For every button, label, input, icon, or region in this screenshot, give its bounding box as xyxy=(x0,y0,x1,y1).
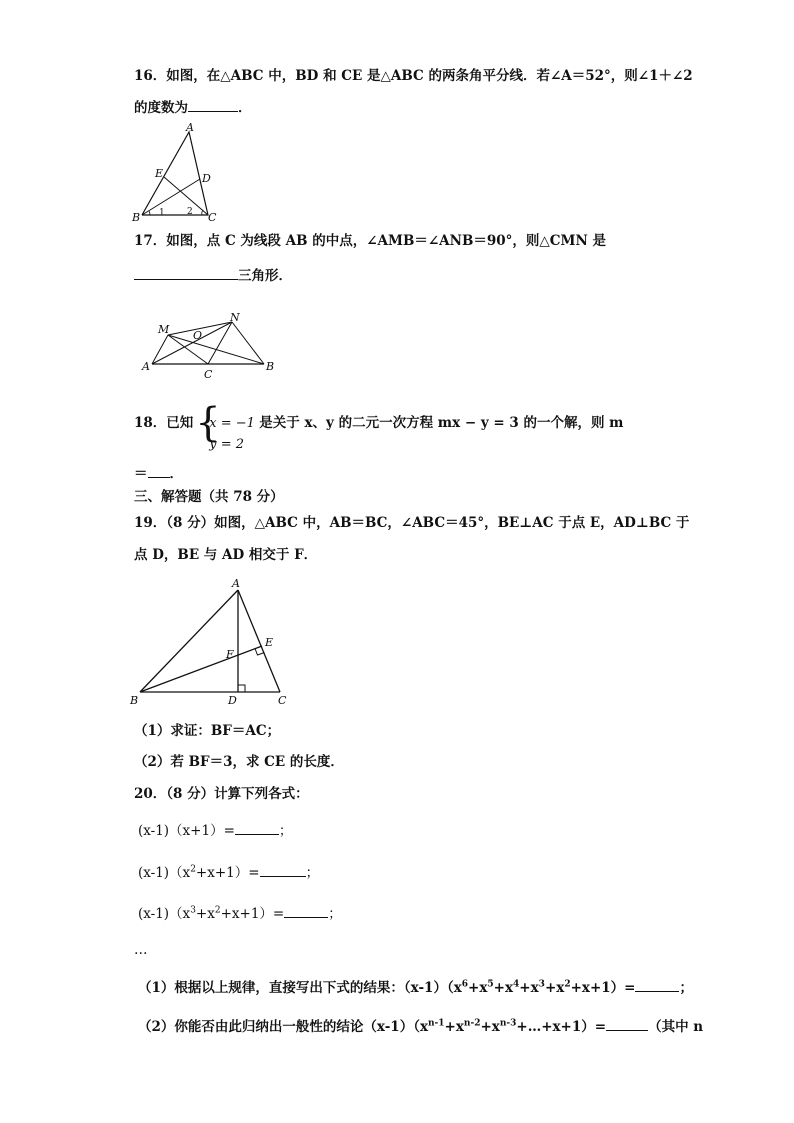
q19-label-d: D xyxy=(228,694,237,707)
q20-part2-pre: （2）你能否由此归纳出一般性的结论（x-1）（x xyxy=(138,1019,428,1035)
q19-line1: 19．（8 分）如图，△ABC 中，AB＝BC，∠ABC＝45°，BE⊥AC 于点 E，AD⊥BC 于 xyxy=(134,515,690,531)
q20-eq3 xyxy=(138,903,342,924)
q20-eq2 xyxy=(138,862,319,883)
q19-label-a: A xyxy=(232,577,240,590)
q17-line1: 17．如图，点 C 为线段 AB 的中点，∠AMB＝∠ANB＝90°，则△CMN 是 xyxy=(134,233,607,249)
q19-label-f: F xyxy=(226,648,234,661)
q20-eq2-a: (x-1)（x xyxy=(138,865,191,881)
q17-label-c: C xyxy=(204,368,213,381)
q17-answer-blank[interactable] xyxy=(134,265,238,280)
q17-label-n: N xyxy=(230,311,240,324)
q20-eq3-c: +x+1）= xyxy=(220,906,285,922)
q20-part2-mid1: +x xyxy=(444,1019,464,1035)
q17-line2 xyxy=(134,265,292,286)
q20-eq3-exp2: 2 xyxy=(214,905,221,916)
q16-label-d: D xyxy=(202,172,211,185)
q17-label-m: M xyxy=(158,323,170,336)
q20-part2-expn2: n-2 xyxy=(463,1018,481,1029)
q20-part1-end: ； xyxy=(679,980,693,996)
q20-eq1-blank[interactable] xyxy=(235,820,279,835)
q20-eq1-text: (x-1)（x+1）= xyxy=(138,823,235,839)
q16-line2-pre: 的度数为 xyxy=(134,100,188,116)
q16-label-c: C xyxy=(208,211,217,224)
q20-eq3-blank[interactable] xyxy=(284,903,328,918)
q20-eq3-end: ； xyxy=(328,906,342,922)
q18-line2-post: ． xyxy=(169,466,183,482)
q18-row2: y = 2 xyxy=(209,436,245,452)
q19-figure xyxy=(128,574,298,714)
q16-label-a: A xyxy=(186,122,194,134)
q16-answer-blank[interactable] xyxy=(188,97,238,112)
q20-part2-expn1: n-1 xyxy=(428,1018,445,1029)
q20-part1-mid4: +x xyxy=(544,980,565,996)
q20-part1-exp6: 6 xyxy=(461,979,469,990)
q20-part1-exp3: 3 xyxy=(538,979,545,990)
q20-title: 20．（8 分）计算下列各式： xyxy=(134,786,309,802)
q20-part2-expn3: n-3 xyxy=(499,1018,517,1029)
q18-system: { x = −1 y = 2 xyxy=(195,404,257,444)
q17-label-o: O xyxy=(193,329,203,342)
q20-part1-exp2: 2 xyxy=(564,979,571,990)
q20-eq2-blank[interactable] xyxy=(260,862,306,877)
q20-part1-pre: （1）根据以上规律，直接写出下式的结果：（x-1）（x xyxy=(138,980,462,996)
section3-heading: 三、解答题（共 78 分） xyxy=(134,489,284,505)
q20-eq1 xyxy=(138,820,292,841)
q19-label-c: C xyxy=(278,694,287,707)
q18-line2-pre: ＝ xyxy=(134,466,148,482)
q20-eq2-end: ； xyxy=(305,865,320,881)
q20-part1 xyxy=(138,977,693,998)
q19-part2: （2）若 BF＝3，求 CE 的长度． xyxy=(134,754,344,770)
q20-part2-post: （其中 n xyxy=(648,1019,704,1035)
q16-label-e: E xyxy=(155,167,164,180)
q16-label-1: 1 xyxy=(159,208,165,218)
q19-label-e: E xyxy=(265,636,274,649)
q18-row1: x = −1 xyxy=(209,415,255,431)
q19-part1: （1）求证：BF＝AC； xyxy=(134,723,281,739)
q17-label-a: A xyxy=(142,360,150,373)
q20-dots: … xyxy=(134,942,148,958)
q18-line2 xyxy=(134,463,183,484)
q20-part1-mid3: +x xyxy=(519,980,539,996)
q20-eq3-exp3: 3 xyxy=(190,905,196,916)
q20-eq3-a: (x-1)（x xyxy=(138,906,191,922)
q17-figure xyxy=(140,310,280,386)
q16-line2 xyxy=(134,97,252,118)
q18-mid: 是关于 x、y 的二元一次方程 mx − y = 3 的一个解，则 m xyxy=(259,415,624,431)
q16-line1: 16．如图，在△ABC 中，BD 和 CE 是△ABC 的两条角平分线．若∠A＝52°，则∠1＋∠2 xyxy=(134,68,693,84)
q20-part2 xyxy=(138,1016,703,1037)
q20-eq3-b: +x xyxy=(195,906,215,922)
q16-label-b: B xyxy=(132,211,141,224)
q20-part1-post: +x+1）= xyxy=(570,980,636,996)
q20-part1-exp5: 5 xyxy=(487,979,494,990)
q16-figure xyxy=(130,122,230,228)
q20-part2-blank[interactable] xyxy=(606,1016,648,1031)
q20-part1-mid1: +x xyxy=(468,980,488,996)
q20-part1-exp4: 4 xyxy=(513,979,520,990)
q18-answer-blank[interactable] xyxy=(148,463,170,478)
q20-part1-blank[interactable] xyxy=(635,977,679,992)
q20-eq2-exp: 2 xyxy=(190,864,196,875)
q19-line2: 点 D，BE 与 AD 相交于 F． xyxy=(134,547,318,563)
q20-eq2-b: +x+1）= xyxy=(195,865,260,881)
q16-label-2: 2 xyxy=(187,207,193,217)
q20-part1-mid2: +x xyxy=(493,980,514,996)
q20-part2-mid3: +…+x+1）= xyxy=(516,1019,607,1035)
q20-part2-mid2: +x xyxy=(480,1019,500,1035)
q19-label-b: B xyxy=(130,694,139,707)
q18-pre: 18．已知 xyxy=(134,415,194,431)
q16-line2-post: ． xyxy=(238,100,252,116)
q17-line2-post: 三角形． xyxy=(238,268,292,284)
q17-label-b: B xyxy=(266,360,275,373)
q18-line1 xyxy=(134,399,624,452)
q20-eq1-end: ； xyxy=(278,823,293,839)
